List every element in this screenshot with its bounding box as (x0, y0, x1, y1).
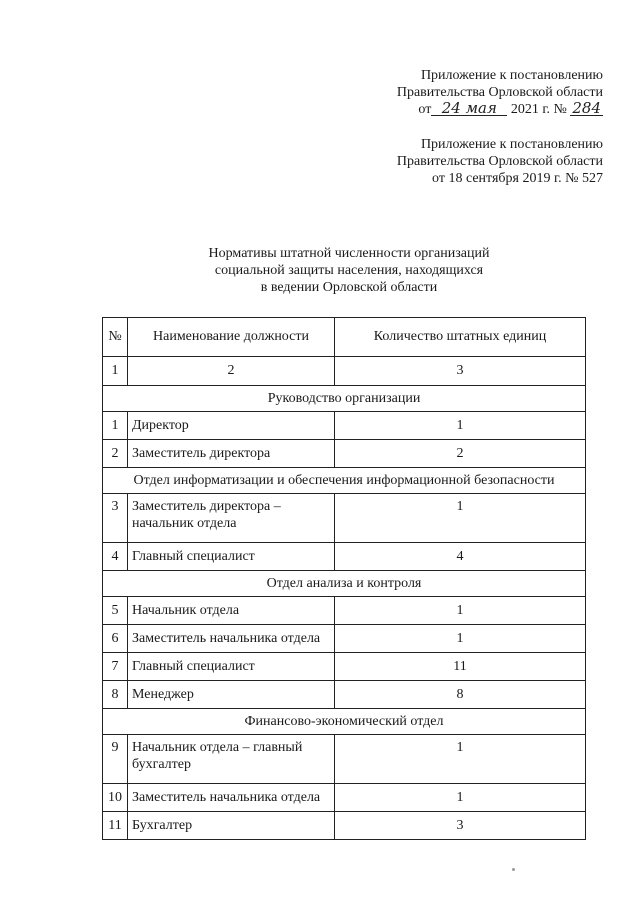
table-row (103, 412, 586, 440)
scan-speck (512, 868, 515, 871)
table-row (103, 494, 586, 543)
position-name: Главный специалист (128, 543, 335, 571)
table-row (103, 625, 586, 653)
table-row (103, 735, 586, 784)
staff-quantity: 11 (335, 653, 586, 681)
position-name: Начальник отдела – главный бухгалтер (128, 735, 335, 784)
row-number: 8 (103, 681, 128, 709)
row-number: 3 (103, 494, 128, 543)
staffing-table (102, 317, 586, 840)
appendix-header-current (397, 67, 603, 118)
document-title (0, 245, 640, 296)
table-header-row (103, 318, 586, 357)
title-line: в ведении Орловской области (260, 280, 438, 295)
staff-quantity: 1 (335, 412, 586, 440)
row-number: 4 (103, 543, 128, 571)
table-row (103, 597, 586, 625)
staff-quantity: 1 (335, 625, 586, 653)
header-line (397, 101, 603, 118)
row-number: 1 (103, 412, 128, 440)
position-name: Бухгалтер (128, 812, 335, 840)
title-line: социальной защиты населения, находящихся (214, 263, 484, 278)
row-number: 7 (103, 653, 128, 681)
section-title: Финансово-экономический отдел (103, 709, 586, 735)
handwritten-date: 24 мая (431, 102, 507, 116)
header-line: Приложение к постановлению (420, 68, 603, 83)
header-line: Правительства Орловской области (396, 154, 603, 169)
table-row (103, 543, 586, 571)
staff-quantity: 2 (335, 440, 586, 468)
title-line: Нормативы штатной численности организаций (208, 246, 490, 261)
staff-quantity: 1 (335, 784, 586, 812)
header-line: Приложение к постановлению (420, 137, 603, 152)
position-name: Заместитель директора – начальник отдела (128, 494, 335, 543)
staff-quantity: 1 (335, 597, 586, 625)
row-number: 10 (103, 784, 128, 812)
section-title: Отдел информатизации и обеспечения информационной безопасности (103, 468, 586, 494)
column-header-position: Наименование должности (128, 318, 335, 357)
row-number: 9 (103, 735, 128, 784)
table-row (103, 653, 586, 681)
row-number: 2 (103, 440, 128, 468)
section-row (103, 468, 586, 494)
section-row (103, 386, 586, 412)
year-text: 2021 г. № (510, 102, 567, 117)
row-number: 6 (103, 625, 128, 653)
table-row (103, 440, 586, 468)
index-cell: 2 (128, 357, 335, 386)
staff-quantity: 4 (335, 543, 586, 571)
header-line: от 18 сентября 2019 г. № 527 (432, 171, 603, 186)
position-name: Менеджер (128, 681, 335, 709)
table-row (103, 812, 586, 840)
index-cell: 3 (335, 357, 586, 386)
index-cell: 1 (103, 357, 128, 386)
section-row (103, 709, 586, 735)
position-name: Заместитель директора (128, 440, 335, 468)
date-prefix: от (418, 102, 432, 117)
section-title: Отдел анализа и контроля (103, 571, 586, 597)
staff-quantity: 1 (335, 735, 586, 784)
position-name: Заместитель начальника отдела (128, 625, 335, 653)
staff-quantity: 1 (335, 494, 586, 543)
position-name: Начальник отдела (128, 597, 335, 625)
staff-quantity: 8 (335, 681, 586, 709)
handwritten-number: 284 (572, 99, 601, 117)
staff-quantity: 3 (335, 812, 586, 840)
header-line: Правительства Орловской области (396, 85, 603, 100)
position-name: Заместитель начальника отдела (128, 784, 335, 812)
column-header-quantity: Количество штатных единиц (335, 318, 586, 357)
table-row (103, 784, 586, 812)
row-number: 5 (103, 597, 128, 625)
position-name: Главный специалист (128, 653, 335, 681)
table-row (103, 681, 586, 709)
position-name: Директор (128, 412, 335, 440)
column-header-number: № (103, 318, 128, 357)
section-row (103, 571, 586, 597)
appendix-header-original (397, 136, 603, 187)
table-index-row (103, 357, 586, 386)
section-title: Руководство организации (103, 386, 586, 412)
row-number: 11 (103, 812, 128, 840)
